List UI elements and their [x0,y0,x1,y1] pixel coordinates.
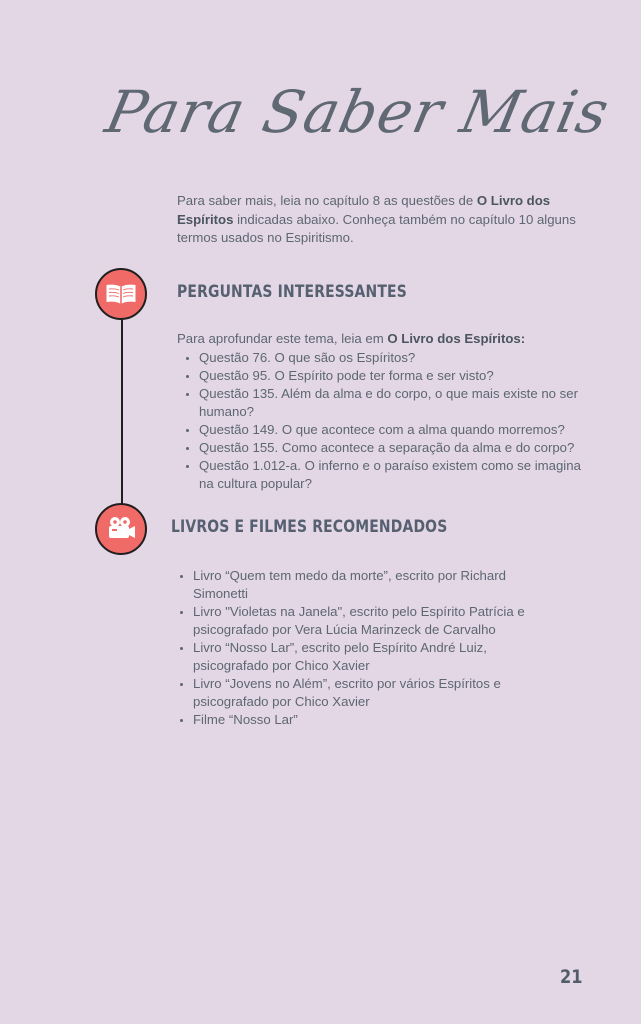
questions-block [177,330,597,493]
book-icon [104,282,138,306]
section-icon-circle-recommended [95,503,147,555]
list-item: • Questão 95. O Espírito pode ter forma e ser visto? [199,367,597,385]
list-item: • Livro “Nosso Lar”, escrito pelo Espírito André Luiz, psicografado por Chico Xavier [193,639,561,675]
list-item: • Questão 76. O que são os Espíritos? [199,349,597,367]
list-item: • Livro "Violetas na Janela", escrito pelo Espírito Patrícia e psicografado por Vera Lúcia Marinzeck de Carvalho [193,603,561,639]
list-item: • Questão 149. O que acontece com a alma quando morremos? [199,421,597,439]
page-number: 21 [560,966,583,988]
page-title: Para Saber Mais [100,78,616,146]
list-item: • Livro “Quem tem medo da morte”, escrito por Richard Simonetti [193,567,561,603]
film-camera-icon [105,515,137,543]
timeline-line [121,310,123,510]
section-heading-recommended: LIVROS E FILMES RECOMENDADOS [171,517,448,537]
list-item: • Questão 155. Como acontece a separação da alma e do corpo? [199,439,597,457]
intro-paragraph [177,192,577,248]
recommended-block [171,567,561,729]
intro-text-start: Para saber mais, leia no capítulo 8 as questões de [177,193,477,208]
recommended-list [171,567,561,729]
intro-text-end: indicadas abaixo. Conheça também no capítulo 10 alguns termos usados no Espiritismo. [177,211,576,245]
list-item: • Filme “Nosso Lar” [193,711,561,729]
list-item: • Questão 1.012-a. O inferno e o paraíso existem como se imagina na cultura popular? [199,457,597,493]
list-item: • Livro “Jovens no Além”, escrito por vários Espíritos e psicografado por Chico Xavier [193,675,561,711]
questions-lead [177,330,597,348]
questions-lead-book: O Livro dos Espíritos: [387,331,526,346]
questions-list [177,349,597,493]
section-icon-circle-questions [95,268,147,320]
intro-book-title: O Livro dos Espíritos [177,193,551,227]
list-item: • Questão 135. Além da alma e do corpo, o que mais existe no ser humano? [199,385,597,421]
questions-lead-text: Para aprofundar este tema, leia em [177,331,388,346]
section-heading-questions: PERGUNTAS INTERESSANTES [177,282,407,302]
